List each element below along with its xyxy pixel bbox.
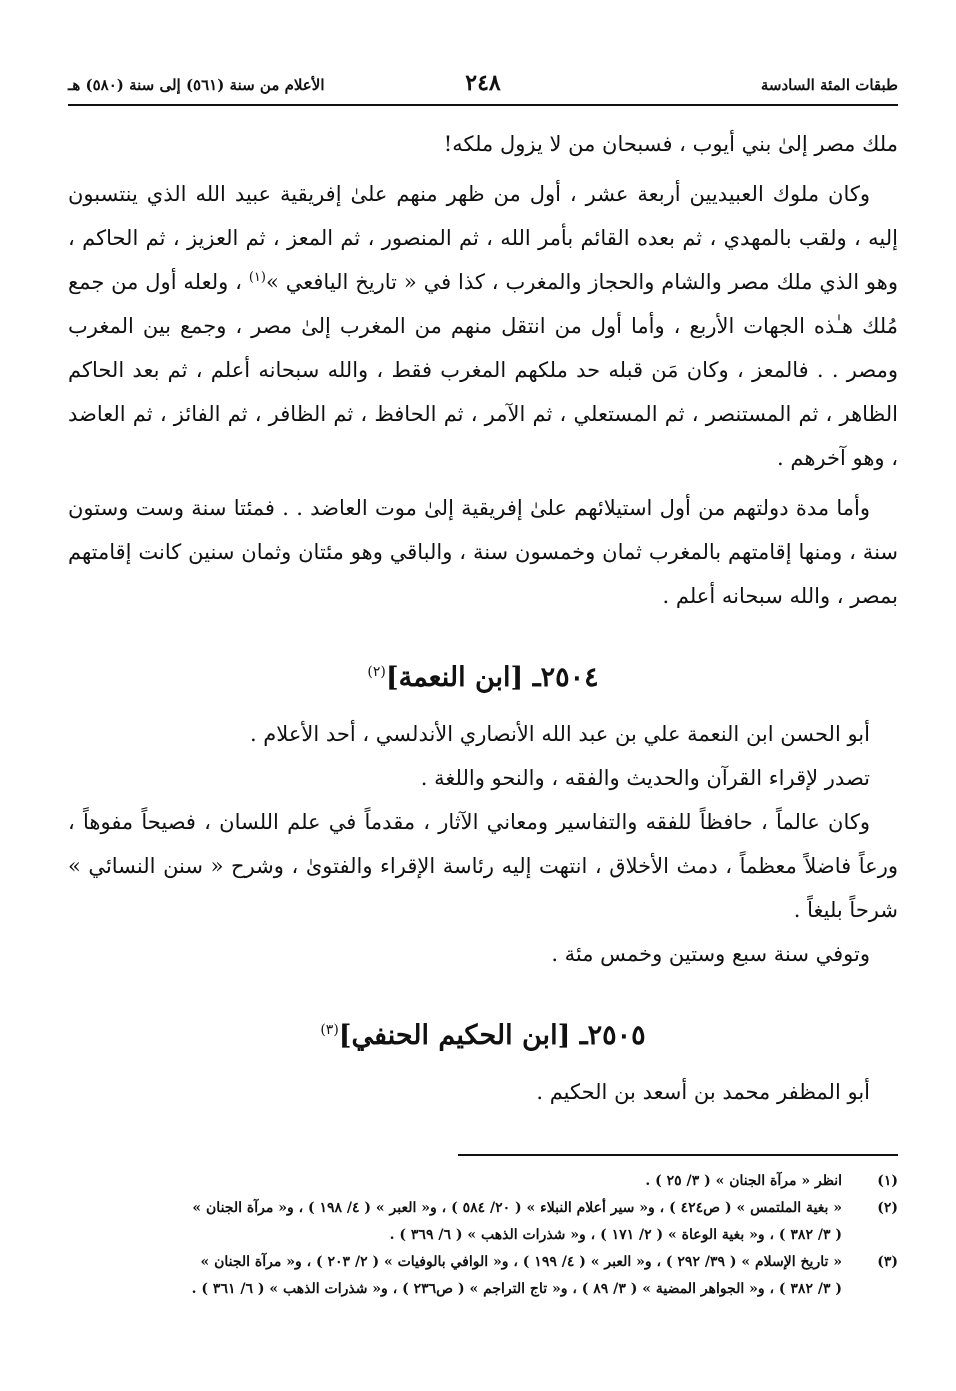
paragraph-ubaydi-kings bbox=[68, 172, 898, 480]
footnote-item bbox=[68, 1168, 898, 1195]
page-number: ٢٤٨ bbox=[465, 70, 501, 96]
running-header bbox=[68, 70, 898, 106]
entry-title-text: ٢٥٠٥ـ [ابن الحكيم الحنفي] bbox=[338, 1020, 646, 1051]
footnote-number: (١) bbox=[877, 1173, 898, 1189]
footnotes bbox=[68, 1168, 898, 1303]
entry-heading-2505 bbox=[68, 1010, 898, 1056]
entry-2504-paragraph: أبو الحسن ابن النعمة علي بن عبد الله الأنصاري الأندلسي ، أحد الأعلام . bbox=[249, 722, 870, 746]
footnote-divider bbox=[458, 1154, 898, 1156]
entry-heading-2504 bbox=[68, 652, 898, 698]
header-range-title: الأعلام من سنة (٥٦١) إلى سنة (٥٨٠) هـ bbox=[68, 76, 325, 94]
entry-2504-paragraph: تصدر لإقراء القرآن والحديث والفقه ، والنحو واللغة . bbox=[420, 766, 870, 790]
document-page bbox=[68, 70, 898, 1114]
footnote-number: (٣) bbox=[877, 1254, 898, 1270]
footnote-line: « تاريخ الإسلام » ( ٣٩/ ٢٩٢ ) ، و« العبر » ( ٤/ ١٩٩ ) ، و« الوافي بالوفيات » ( ٢/ ٢٠٣ ) ، و« مرآة الجنان » bbox=[200, 1254, 842, 1270]
footnote-ref-3: (٣) bbox=[320, 1022, 339, 1038]
footnote-item bbox=[68, 1249, 898, 1303]
header-section-title: طبقات المئة السادسة bbox=[760, 76, 898, 94]
footnote-ref-2: (٢) bbox=[367, 664, 386, 680]
paragraph-text-part-b: ، ولعله أول من جمع مُلك هـٰذه الجهات الأربع ، وأما أول من انتقل منهم من المغرب إلىٰ مصر ، وجمع بين المغرب ومصر . . فالمعز ، وكان مَن قبله حد ملكهم المغرب فقط ، والله سبحانه أعلم ، ثم بعد الحاكم الظاهر ، ثم المستنصر ، ثم المستعلي ، ثم الآمر ، ثم الحافظ ، ثم الظافر ، ثم الفائز ، ثم العاضد ، وهو آخرهم . bbox=[68, 270, 898, 470]
footnote-line: ( ٣/ ٣٨٢ ) ، و« الجواهر المضية » ( ٣/ ٨٩ ) ، و« تاج التراجم » ( ص٢٣٦ ) ، و« شذرات الذهب » ( ٦/ ٣٦١ ) . bbox=[191, 1281, 842, 1297]
footnote-ref-1: (١) bbox=[248, 270, 266, 285]
paragraph-text-part-a: وكان ملوك العبيديين أربعة عشر ، أول من ظهر منهم علىٰ إفريقية عبيد الله الذي ينتسبون إليه ، ولقب بالمهدي ، ثم بعده القائم بأمر الله ، ثم المنصور ، ثم المعز ، ثم العزيز ، ثم الحاكم ، وهو الذي ملك مصر والشام والحجاز والمغرب ، كذا في « تاريخ اليافعي » bbox=[68, 182, 898, 294]
entry-2504-paragraph: وكان عالماً ، حافظاً للفقه والتفاسير ومعاني الآثار ، مقدماً في علم اللسان ، فصيحاً مفوهاً ، ورعاً فاضلاً معظماً ، دمث الأخلاق ، انتهت إليه رئاسة الإقراء والفتوىٰ ، وشرح « سنن النسائي » شرحاً بليغاً . bbox=[68, 810, 898, 922]
paragraph-continuation: ملك مصر إلىٰ بني أيوب ، فسبحان من لا يزول ملكه! bbox=[443, 132, 898, 156]
entry-title-text: ٢٥٠٤ـ [ابن النعمة] bbox=[385, 662, 599, 693]
footnote-number: (٢) bbox=[877, 1200, 898, 1216]
entry-2505-paragraph: أبو المظفر محمد بن أسعد بن الحكيم . bbox=[536, 1080, 870, 1104]
main-text bbox=[68, 122, 898, 1114]
footnote-line: ( ٣/ ٣٨٢ ) ، و« بغية الوعاة » ( ٢/ ١٧١ ) ، و« شذرات الذهب » ( ٦/ ٣٦٩ ) . bbox=[389, 1227, 842, 1243]
footnote-line: انظر « مرآة الجنان » ( ٣/ ٢٥ ) . bbox=[645, 1173, 842, 1189]
paragraph-dynasty-duration: وأما مدة دولتهم من أول استيلائهم علىٰ إفريقية إلىٰ موت العاضد . . فمئتا سنة وست وستون سنة ، ومنها إقامتهم بالمغرب ثمان وخمسون سنة ، والباقي وهو مئتان وثمان سنين كانت إقامتهم بمصر ، والله سبحانه أعلم . bbox=[68, 496, 898, 608]
footnote-item bbox=[68, 1195, 898, 1249]
entry-2504-paragraph: وتوفي سنة سبع وستين وخمس مئة . bbox=[551, 942, 870, 966]
footnote-line: « بغية الملتمس » ( ص٤٢٤ ) ، و« سير أعلام النبلاء » ( ٢٠/ ٥٨٤ ) ، و« العبر » ( ٤/ ١٩٨ ) ، و« مرآة الجنان » bbox=[192, 1200, 842, 1216]
